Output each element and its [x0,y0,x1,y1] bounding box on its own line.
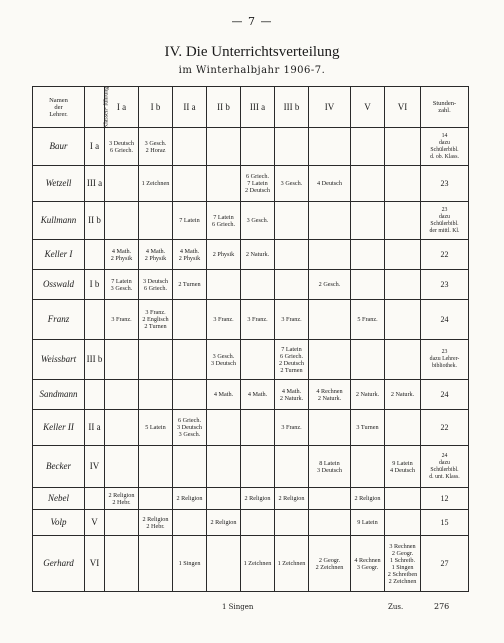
header-names: Namen der Lehrer. [33,87,85,128]
lesson-cell: 3 Franz. [241,300,275,340]
lesson-cell [105,202,139,240]
table-row [33,380,469,410]
hours-total: 24 [421,380,469,410]
lesson-cell: 8 Latein 3 Deutsch [309,446,351,488]
lesson-cell: 2 Geogr. 2 Zeichnen [309,536,351,592]
lesson-cell [309,240,351,270]
teacher-name: Nebel [33,488,85,510]
lesson-cell [385,270,421,300]
table-row [33,340,469,380]
lesson-cell [241,340,275,380]
lesson-cell: 4 Math. [241,380,275,410]
class-lead: VI [85,536,105,592]
lesson-cell: 2 Naturk. [241,240,275,270]
teacher-name: Wetzell [33,166,85,202]
table-row [33,536,469,592]
lesson-cell [105,380,139,410]
teacher-name: Keller I [33,240,85,270]
lesson-cell: 2 Naturk. [351,380,385,410]
table-row [33,510,469,536]
teacher-name: Volp [33,510,85,536]
lesson-cell: 2 Religion [275,488,309,510]
hours-total: 22 [421,410,469,446]
lesson-cell: 2 Religion 2 Hebr. [105,488,139,510]
lesson-cell [207,410,241,446]
lesson-cell [105,410,139,446]
lesson-cell [173,510,207,536]
lesson-cell [207,488,241,510]
lesson-cell: 4 Rechnen 2 Naturk. [309,380,351,410]
hours-total: 23 [421,166,469,202]
lesson-cell [105,536,139,592]
lesson-cell: 1 Singen [173,536,207,592]
lesson-cell: 7 Latein 6 Griech. [207,202,241,240]
lesson-cell [173,300,207,340]
lesson-cell: 9 Latein 4 Deutsch [385,446,421,488]
header-row [33,87,469,128]
table-row [33,300,469,340]
lesson-cell [173,166,207,202]
teacher-name: Gerhard [33,536,85,592]
lesson-cell [173,446,207,488]
class-lead: V [85,510,105,536]
lesson-cell [275,240,309,270]
lesson-cell [385,166,421,202]
class-lead [85,488,105,510]
footer-singen: 1 Singen [222,603,254,611]
lesson-cell [241,410,275,446]
lesson-cell: 2 Gesch. [309,270,351,300]
lesson-cell [351,166,385,202]
lesson-cell [309,340,351,380]
header-col: II b [207,87,241,128]
schedule-table [32,86,469,592]
lesson-cell [309,300,351,340]
teacher-name: Sandmann [33,380,85,410]
lesson-cell [309,410,351,446]
hours-total: 22 [421,240,469,270]
hours-total: 14 dazu Schülerbibl. d. ob. Klass. [421,128,469,166]
lesson-cell: 3 Franz. [275,410,309,446]
class-lead [85,300,105,340]
lesson-cell [385,300,421,340]
class-lead: III a [85,166,105,202]
class-lead: III b [85,340,105,380]
teacher-name: Becker [33,446,85,488]
lesson-cell: 3 Turnen [351,410,385,446]
lesson-cell [241,446,275,488]
table-row [33,128,469,166]
lesson-cell [207,536,241,592]
lesson-cell [241,128,275,166]
lesson-cell: 6 Griech. 3 Deutsch 3 Gesch. [173,410,207,446]
class-lead: II b [85,202,105,240]
lesson-cell: 3 Gesch. [275,166,309,202]
lesson-cell: 2 Naturk. [385,380,421,410]
class-lead: IV [85,446,105,488]
lesson-cell: 4 Math. 2 Physik [105,240,139,270]
lesson-cell [385,340,421,380]
lesson-cell [139,380,173,410]
table-row [33,410,469,446]
teacher-name: Keller II [33,410,85,446]
table-row [33,202,469,240]
lesson-cell [351,446,385,488]
lesson-cell: 2 Religion [207,510,241,536]
class-lead: I b [85,270,105,300]
lesson-cell: 6 Griech. 7 Latein 2 Deutsch [241,166,275,202]
lesson-cell: 4 Math. 2 Physik [139,240,173,270]
hours-total: 15 [421,510,469,536]
lesson-cell: 2 Turnen [173,270,207,300]
lesson-cell: 3 Gesch. 2 Horaz [139,128,173,166]
hours-total: 24 [421,300,469,340]
lesson-cell: 2 Religion [351,488,385,510]
page-subtitle: im Winterhalbjahr 1906-7. [178,65,326,76]
lesson-cell [275,202,309,240]
lesson-cell [139,202,173,240]
lesson-cell [351,270,385,300]
lesson-cell: 5 Latein [139,410,173,446]
table-row [33,270,469,300]
lesson-cell [173,340,207,380]
lesson-cell: 4 Deutsch [309,166,351,202]
lesson-cell [351,128,385,166]
table-row [33,166,469,202]
lesson-cell: 9 Latein [351,510,385,536]
lesson-cell [275,446,309,488]
lesson-cell: 4 Math. [207,380,241,410]
lesson-cell: 1 Zeichnen [241,536,275,592]
lesson-cell: 3 Gesch. [241,202,275,240]
lesson-cell [351,340,385,380]
lesson-cell: 3 Deutsch 6 Griech. [139,270,173,300]
header-col: I a [105,87,139,128]
table-row [33,488,469,510]
lesson-cell: 2 Physik [207,240,241,270]
page-title: IV. Die Unterrichtsverteilung [164,44,340,60]
lesson-cell: 2 Religion [173,488,207,510]
lesson-cell: 3 Franz. [275,300,309,340]
lesson-cell [105,340,139,380]
lesson-cell [207,166,241,202]
lesson-cell: 2 Religion 2 Hebr. [139,510,173,536]
header-col: IV [309,87,351,128]
lesson-cell [351,202,385,240]
lesson-cell: 3 Gesch. 3 Deutsch [207,340,241,380]
lesson-cell [351,240,385,270]
lesson-cell [309,488,351,510]
hours-total: 23 dazu Lehrer- bibliothek. [421,340,469,380]
lesson-cell: 2 Religion [241,488,275,510]
header-col: II a [173,87,207,128]
teacher-name: Osswald [33,270,85,300]
lesson-cell: 3 Franz. 2 Englisch 2 Turnen [139,300,173,340]
lesson-cell [385,488,421,510]
lesson-cell [139,536,173,592]
class-lead [85,380,105,410]
lesson-cell [385,128,421,166]
lesson-cell: 7 Latein 6 Griech. 2 Deutsch 2 Turnen [275,340,309,380]
lesson-cell [173,128,207,166]
hours-total: 24 dazu Schülerbibl. d. unt. Klass. [421,446,469,488]
lesson-cell: 4 Math. 2 Physik [173,240,207,270]
footer-total-label: Zus. [388,603,404,611]
header-col: VI [385,87,421,128]
lesson-cell [275,270,309,300]
lesson-cell [139,488,173,510]
lesson-cell [275,128,309,166]
header-col: V [351,87,385,128]
lesson-cell [105,166,139,202]
lesson-cell: 3 Franz. [207,300,241,340]
lesson-cell [385,240,421,270]
lesson-cell: 5 Franz. [351,300,385,340]
lesson-cell: 4 Math. 2 Naturk. [275,380,309,410]
lesson-cell [309,202,351,240]
class-lead: II a [85,410,105,446]
lesson-cell [385,202,421,240]
table-row [33,446,469,488]
lesson-cell: 1 Zeichnen [275,536,309,592]
page-number: — 7 — [231,15,273,28]
lesson-cell: 3 Franz. [105,300,139,340]
footer-total: 276 [434,602,450,611]
header-col: III a [241,87,275,128]
hours-total: 12 [421,488,469,510]
lesson-cell [207,446,241,488]
lesson-cell [207,270,241,300]
lesson-cell [139,340,173,380]
header-col: I b [139,87,173,128]
lesson-cell [207,128,241,166]
lesson-cell [139,446,173,488]
table-row [33,240,469,270]
lesson-cell [173,380,207,410]
hours-total: 23 [421,270,469,300]
lesson-cell [309,510,351,536]
lesson-cell [385,510,421,536]
lesson-cell [241,510,275,536]
hours-total: 27 [421,536,469,592]
lesson-cell [241,270,275,300]
lesson-cell [309,128,351,166]
lesson-cell: 3 Deutsch 6 Griech. [105,128,139,166]
hours-total: 23 dazu Schülerbibl. der mittl. Kl. [421,202,469,240]
class-lead [85,240,105,270]
class-lead: I a [85,128,105,166]
lesson-cell: 7 Latein [173,202,207,240]
lesson-cell: 7 Latein 3 Gesch. [105,270,139,300]
header-klassen: Klassen- führung [85,87,105,128]
lesson-cell: 4 Rechnen 3 Geogr. [351,536,385,592]
lesson-cell [105,446,139,488]
lesson-cell: 3 Rechnen 2 Geogr. 1 Schreib. 1 Singen 2 Schreiben 2 Zeichnen [385,536,421,592]
lesson-cell [105,510,139,536]
teacher-name: Baur [33,128,85,166]
lesson-cell [275,510,309,536]
header-col: III b [275,87,309,128]
header-stunden: Stunden- zahl. [421,87,469,128]
lesson-cell: 1 Zeichnen [139,166,173,202]
teacher-name: Kullmann [33,202,85,240]
teacher-name: Weissbart [33,340,85,380]
lesson-cell [385,410,421,446]
teacher-name: Franz [33,300,85,340]
